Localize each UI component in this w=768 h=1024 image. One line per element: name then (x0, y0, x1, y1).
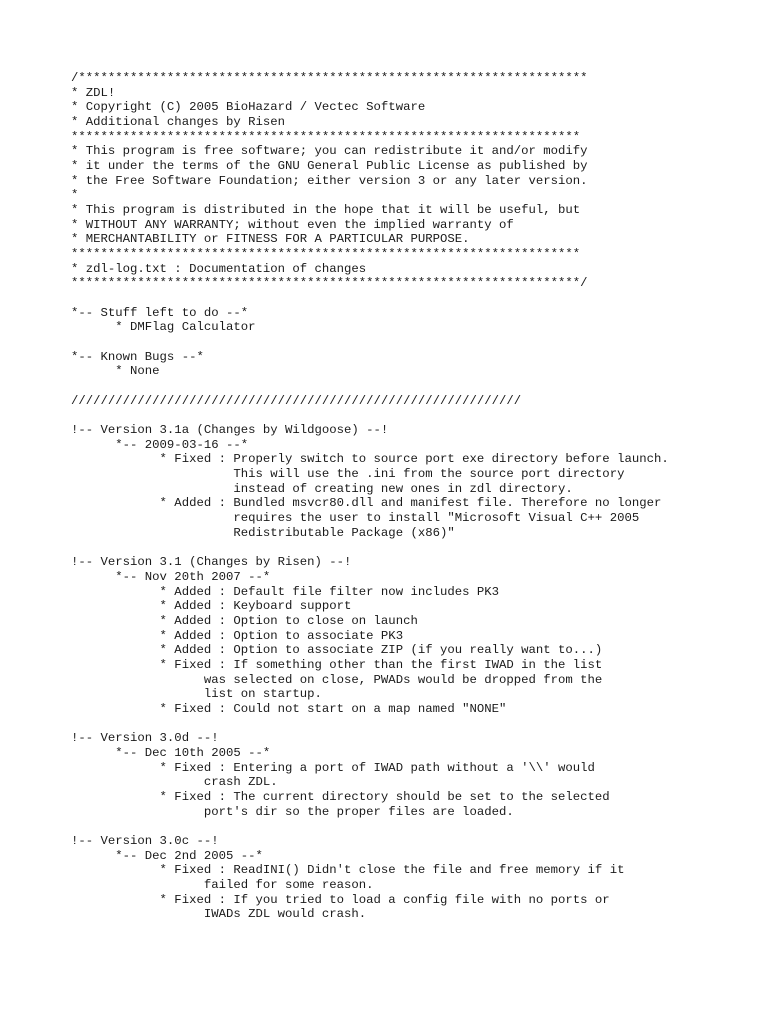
document-line: *-- Known Bugs --* (71, 349, 204, 364)
document-line: Redistributable Package (x86)" (71, 525, 455, 540)
document-line: * Added : Keyboard support (71, 599, 352, 614)
document-line: list on startup. (71, 687, 322, 702)
document-line: * Fixed : Could not start on a map named "NONE" (71, 701, 507, 716)
document-line: /********************************************************************* (71, 71, 588, 85)
document-line: * ZDL! (71, 85, 116, 100)
document-line: * the Free Software Foundation; either version 3 or any later version. (71, 173, 588, 188)
document-line: failed for some reason. (71, 877, 374, 892)
document-line: ********************************************************************* (71, 247, 581, 262)
document-line: *********************************************************************/ (71, 276, 588, 291)
document-line: * Copyright (C) 2005 BioHazard / Vectec Software (71, 100, 426, 115)
document-line: instead of creating new ones in zdl directory. (71, 481, 573, 496)
document-line (71, 379, 761, 394)
document-line: ///////////////////////////////////////////////////////////// (71, 393, 522, 408)
document-line: port's dir so the proper files are loaded. (71, 804, 514, 819)
document-line: * Fixed : The current directory should be set to the selected (71, 789, 610, 804)
document-line: * (71, 188, 79, 203)
document-line: * This program is distributed in the hope that it will be useful, but (71, 203, 581, 218)
document-line: * Additional changes by Risen (71, 115, 286, 130)
document-line: *-- Stuff left to do --* (71, 305, 249, 320)
document-line: *-- Dec 10th 2005 --* (71, 745, 271, 760)
document-line (71, 408, 761, 423)
document-line: * Fixed : If something other than the first IWAD in the list (71, 657, 603, 672)
document-line: * Fixed : If you tried to load a config file with no ports or (71, 892, 610, 907)
document-line: requires the user to install "Microsoft Visual C++ 2005 (71, 511, 640, 526)
document-line: * Fixed : ReadINI() Didn't close the file and free memory if it (71, 863, 625, 878)
document-line: *-- Nov 20th 2007 --* (71, 569, 271, 584)
document-line: IWADs ZDL would crash. (71, 907, 367, 922)
document-line (71, 335, 761, 350)
document-line: * Added : Option to associate ZIP (if you really want to...) (71, 643, 603, 658)
changelog-document (71, 71, 761, 922)
document-line: * WITHOUT ANY WARRANTY; without even the implied warranty of (71, 217, 514, 232)
document-line (71, 541, 761, 556)
document-line: !-- Version 3.1 (Changes by Risen) --! (71, 555, 352, 570)
document-line: *-- Dec 2nd 2005 --* (71, 848, 263, 863)
document-line: *-- 2009-03-16 --* (71, 437, 249, 452)
document-line: * None (71, 364, 160, 379)
document-line: * Fixed : Properly switch to source port exe directory before launch. (71, 452, 669, 467)
document-line: !-- Version 3.0d --! (71, 731, 219, 746)
document-line: !-- Version 3.0c --! (71, 833, 219, 848)
document-line: * Added : Bundled msvcr80.dll and manifest file. Therefore no longer (71, 496, 662, 511)
document-line: * it under the terms of the GNU General Public License as published by (71, 159, 588, 174)
document-line (71, 717, 761, 732)
document-line: crash ZDL. (71, 775, 278, 790)
document-line: ********************************************************************* (71, 129, 581, 144)
document-line: * Added : Option to associate PK3 (71, 628, 404, 643)
document-line: !-- Version 3.1a (Changes by Wildgoose) --! (71, 423, 389, 438)
document-line: * MERCHANTABILITY or FITNESS FOR A PARTICULAR PURPOSE. (71, 232, 470, 247)
document-line: * Added : Option to close on launch (71, 613, 418, 628)
document-line: This will use the .ini from the source port directory (71, 467, 625, 482)
document-line: * zdl-log.txt : Documentation of changes (71, 261, 367, 276)
document-line: was selected on close, PWADs would be dropped from the (71, 672, 603, 687)
document-line: * Added : Default file filter now includes PK3 (71, 584, 500, 599)
document-line: * This program is free software; you can redistribute it and/or modify (71, 144, 588, 159)
document-line: * Fixed : Entering a port of IWAD path without a '\\' would (71, 760, 595, 775)
document-line (71, 291, 761, 306)
document-line (71, 819, 761, 834)
document-line: * DMFlag Calculator (71, 320, 256, 335)
